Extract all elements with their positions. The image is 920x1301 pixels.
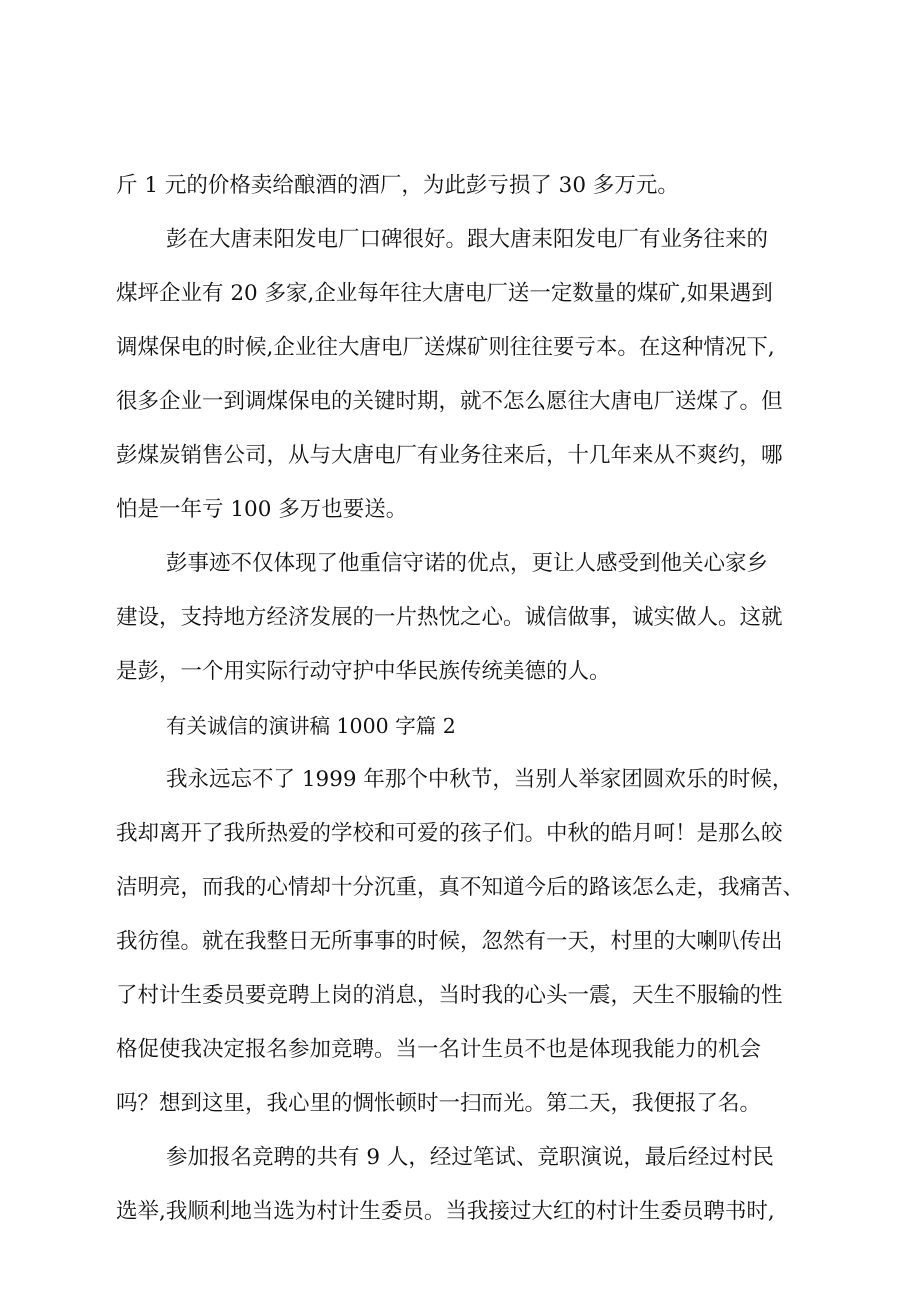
text-line: 格促使我决定报名参加竞聘。当一名计生员不也是体现我能力的机会 xyxy=(116,1037,762,1062)
text-line: 选举,我顺利地当选为村计生委员。当我接过大红的村计生委员聘书时, xyxy=(116,1199,775,1224)
text-line: 煤坪企业有 20 多家,企业每年往大唐电厂送一定数量的煤矿,如果遇到 xyxy=(116,281,773,306)
text-line: 彭煤炭销售公司，从与大唐电厂有业务往来后，十几年来从不爽约，哪 xyxy=(116,443,783,468)
text-line: 斤 1 元的价格卖给酿酒的酒厂，为此彭亏损了 30 多万元。 xyxy=(116,173,679,198)
paragraph-start-line: 我永远忘不了 1999 年那个中秋节，当别人举家团圆欢乐的时候， xyxy=(166,767,794,792)
paragraph-start-line: 彭事迹不仅体现了他重信守诺的优点，更让人感受到他关心家乡 xyxy=(166,551,769,576)
text-line: 洁明亮，而我的心情却十分沉重，真不知道今后的路该怎么走，我痛苦、 xyxy=(116,875,805,900)
paragraph-start-line: 参加报名竞聘的共有 9 人，经过笔试、竞职演说，最后经过村民 xyxy=(166,1145,774,1170)
text-line: 怕是一年亏 100 多万也要送。 xyxy=(116,497,408,522)
text-line: 建设，支持地方经济发展的一片热忱之心。诚信做事，诚实做人。这就 xyxy=(116,605,783,630)
text-line: 很多企业一到调煤保电的关键时期，就不怎么愿往大唐电厂送煤了。但 xyxy=(116,389,783,414)
text-line: 调煤保电的时候,企业往大唐电厂送煤矿则往往要亏本。在这种情况下, xyxy=(116,335,775,360)
section-heading: 有关诚信的演讲稿 1000 字篇 2 xyxy=(166,714,456,738)
text-line: 吗？想到这里，我心里的惆怅顿时一扫而光。第二天，我便报了名。 xyxy=(116,1091,762,1116)
paragraph-start-line: 彭在大唐耒阳发电厂口碑很好。跟大唐耒阳发电厂有业务往来的 xyxy=(166,227,769,252)
text-line: 是彭，一个用实际行动守护中华民族传统美德的人。 xyxy=(116,659,611,684)
text-line: 我却离开了我所热爱的学校和可爱的孩子们。中秋的皓月呵！是那么皎 xyxy=(116,821,783,846)
text-line: 我彷徨。就在我整日无所事事的时候，忽然有一天，村里的大喇叭传出 xyxy=(116,929,783,954)
text-line: 了村计生委员要竞聘上岗的消息，当时我的心头一震，天生不服输的性 xyxy=(116,983,783,1008)
